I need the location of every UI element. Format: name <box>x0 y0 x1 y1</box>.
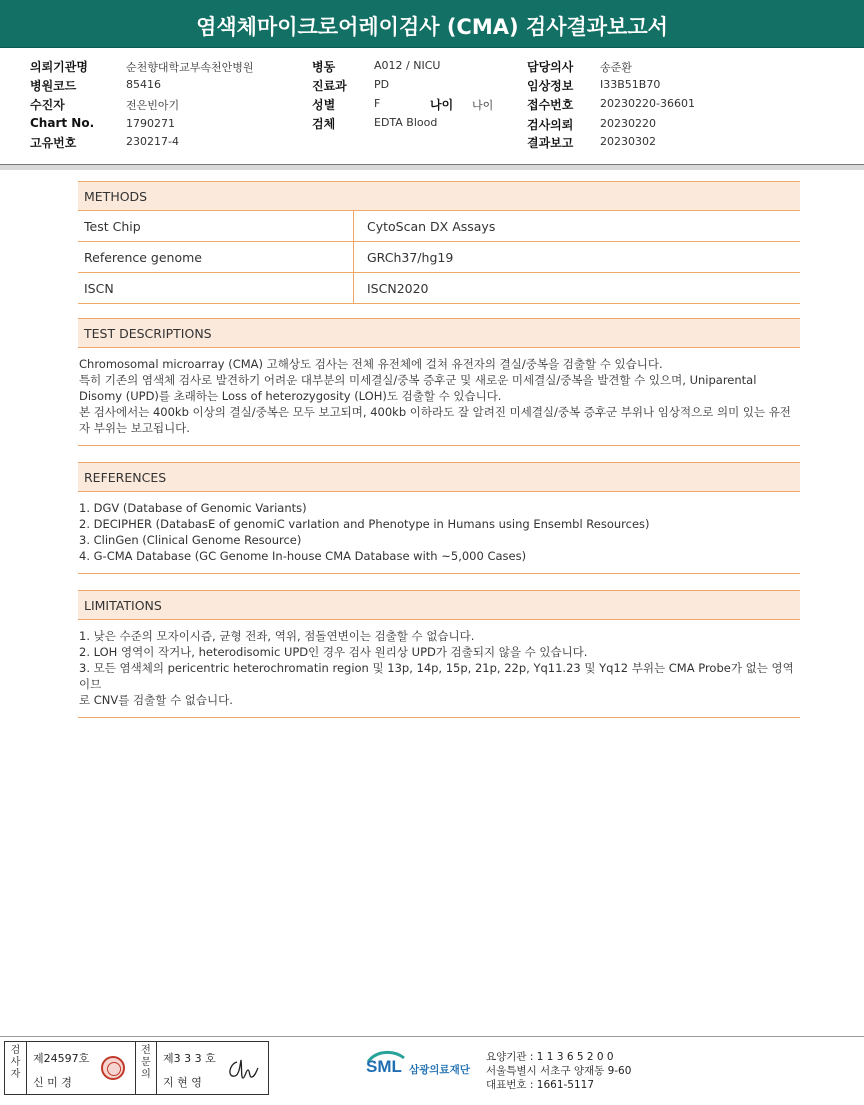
hospital-code-label: 병원코드 <box>30 79 77 93</box>
examinee-label: 수진자 <box>30 98 65 112</box>
reference-line: 2. DECIPHER (DatabasE of genomiC varIation and Phenotype in Humans using Ensembl Resources) <box>79 517 650 531</box>
examiner-name: 신 미 경 <box>33 1076 72 1089</box>
description-line: Disomy (UPD)를 초래하는 Loss of heterozygosity (LOH)도 검출할 수 있습니다. <box>79 389 502 403</box>
methods-value: CytoScan DX Assays <box>367 219 496 234</box>
sex-label: 성별 <box>312 98 336 112</box>
physician-value: 송준환 <box>600 61 632 74</box>
methods-value: ISCN2020 <box>367 281 429 296</box>
chart-no-value: 1790271 <box>126 117 175 130</box>
limitation-line: 3. 모든 염색체의 pericentric heterochromatin region 및 13p, 14p, 15p, 21p, 22p, Yq11.23 및 Yq12 부위는 CMA Probe가 없는 영역이므 <box>79 661 794 691</box>
methods-row <box>78 211 800 242</box>
unique-no-label: 고유번호 <box>30 136 77 150</box>
clinical-info-label: 임상정보 <box>527 79 574 93</box>
report-footer <box>0 1036 864 1105</box>
description-line: 특히 기존의 염색체 검사로 발견하기 어려운 대부분의 미세결실/중복 증후군 및 새로운 미세결실/중복을 발견할 수 있으며, Uniparental <box>79 373 757 387</box>
sml-logo: SML <box>366 1057 402 1076</box>
report-date-value: 20230302 <box>600 135 656 148</box>
test-descriptions-section <box>78 318 800 446</box>
signature-icon <box>225 1056 261 1084</box>
age-label: 나이 <box>430 98 454 112</box>
age-value: 나이 <box>472 99 494 112</box>
methods-row <box>78 242 800 273</box>
references-heading: REFERENCES <box>78 462 800 492</box>
methods-section <box>78 181 800 304</box>
institution-label: 의뢰기관명 <box>30 60 88 74</box>
references-body <box>78 492 800 574</box>
limitation-line: 로 CNV를 검출할 수 없습니다. <box>79 693 233 707</box>
limitation-line: 1. 낮은 수준의 모자이시즘, 균형 전좌, 역위, 점돌연변이는 검출할 수 없습니다. <box>79 629 475 643</box>
receipt-no-label: 접수번호 <box>527 98 574 112</box>
request-date-label: 검사의뢰 <box>527 118 574 132</box>
phone: 대표번호 : 1661-5117 <box>486 1079 595 1091</box>
methods-value: GRCh37/hg19 <box>367 250 454 265</box>
ward-label: 병동 <box>312 60 336 74</box>
reviewer-license-no: 제3 3 3 호 <box>163 1052 216 1065</box>
limitations-body <box>78 620 800 718</box>
description-line: Chromosomal microarray (CMA) 고해상도 검사는 전체 유전체에 걸쳐 유전자의 결실/중복을 검출할 수 있습니다. <box>79 357 663 371</box>
patient-info-panel <box>0 48 864 165</box>
limitation-line: 2. LOH 영역이 작거나, heterodisomic UPD인 경우 검사 원리상 UPD가 검출되지 않을 수 있습니다. <box>79 645 588 659</box>
sex-value: F <box>374 97 381 110</box>
ward-value: A012 / NICU <box>374 59 441 72</box>
description-line: 본 검사에서는 400kb 이상의 결실/중복은 모두 보고되며, 400kb 이하라도 잘 알려진 미세결실/중복 증후군 부위나 임상적으로 의미 있는 유전 <box>79 405 791 419</box>
description-line: 자 부위는 보고됩니다. <box>79 421 190 435</box>
organization-name: 삼광의료재단 <box>409 1064 470 1076</box>
references-section <box>78 462 800 574</box>
examiner-seal-icon <box>101 1056 125 1080</box>
request-date-value: 20230220 <box>600 117 656 130</box>
methods-heading: METHODS <box>78 181 800 211</box>
hospital-code-value: 85416 <box>126 78 161 91</box>
header-divider <box>0 165 864 170</box>
test-descriptions-heading: TEST DESCRIPTIONS <box>78 318 800 348</box>
methods-key: Reference genome <box>78 242 354 272</box>
clinical-info-value: I33B51B70 <box>600 78 661 91</box>
examiner-license-no: 제24597호 <box>33 1052 90 1065</box>
limitations-heading: LIMITATIONS <box>78 590 800 620</box>
specimen-label: 검체 <box>312 117 336 131</box>
reviewer-vertical-label: 전 문 의 <box>135 1042 157 1094</box>
reference-line: 4. G-CMA Database (GC Genome In-house CMA Database with ~5,000 Cases) <box>79 549 527 563</box>
receipt-no-value: 20230220-36601 <box>600 97 695 110</box>
examiner-vertical-label: 검 사 자 <box>5 1042 27 1094</box>
institution-code: 요양기관 : 1 1 3 6 5 2 0 0 <box>486 1051 614 1063</box>
reference-line: 1. DGV (Database of Genomic Variants) <box>79 501 307 515</box>
methods-row <box>78 273 800 304</box>
reviewer-name: 지 현 영 <box>163 1076 202 1089</box>
address: 서울특별시 서초구 양재동 9-60 <box>486 1065 632 1077</box>
signature-box <box>4 1041 269 1095</box>
chart-no-label: Chart No. <box>30 116 95 130</box>
physician-label: 담당의사 <box>527 60 574 74</box>
specimen-value: EDTA Blood <box>374 116 438 129</box>
methods-key: Test Chip <box>78 211 354 241</box>
report-title: 염색체마이크로어레이검사 (CMA) 검사결과보고서 <box>0 0 864 48</box>
reference-line: 3. ClinGen (Clinical Genome Resource) <box>79 533 302 547</box>
limitations-section <box>78 590 800 718</box>
institution-value: 순천향대학교부속천안병원 <box>126 61 254 74</box>
test-descriptions-body <box>78 348 800 446</box>
report-date-label: 결과보고 <box>527 136 574 150</box>
examinee-value: 전은빈아기 <box>126 99 180 112</box>
methods-key: ISCN <box>78 273 354 303</box>
department-value: PD <box>374 78 390 91</box>
unique-no-value: 230217-4 <box>126 135 179 148</box>
department-label: 진료과 <box>312 79 347 93</box>
